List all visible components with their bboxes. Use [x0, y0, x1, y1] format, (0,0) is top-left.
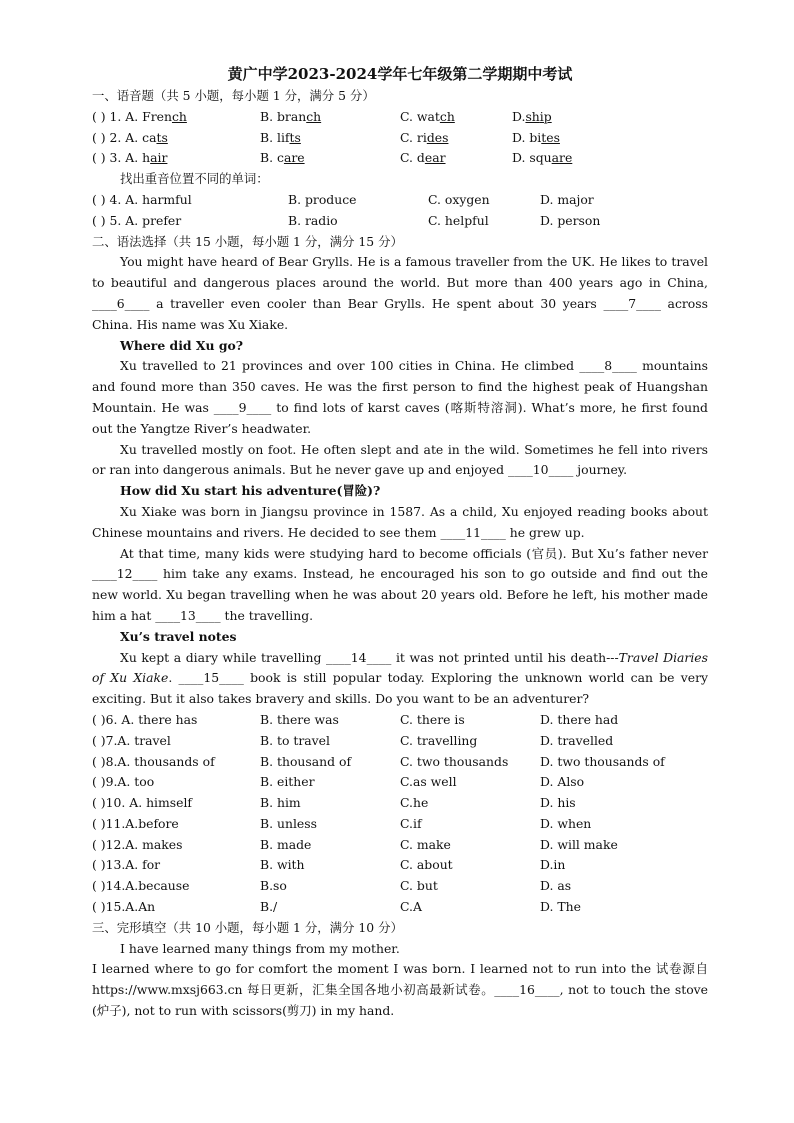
option-row	[92, 897, 708, 918]
question-number: ( )9.A. too	[92, 774, 155, 790]
option-d: D. Also	[540, 774, 585, 790]
passage-subheading: Where did Xu go?	[120, 337, 244, 353]
option-b: B. made	[260, 836, 312, 852]
option-c: C. two thousands	[400, 753, 509, 769]
option-b: B. thousand of	[260, 753, 352, 769]
question-number: ( )14.A.because	[92, 878, 190, 894]
option-d: D. when	[540, 815, 592, 831]
section-heading: 二、语法选择（共 15 小题，每小题 1 分，满分 15 分）	[92, 233, 403, 249]
question-row	[92, 190, 708, 211]
exam-page	[92, 62, 708, 1022]
paragraph-text: Xu kept a diary while travelling ____14____ it was not printed until his death---	[120, 649, 619, 665]
passage-paragraph: Xu travelled mostly on foot. He often slept and ate in the wild. Sometimes he fell into rivers or ran into dangerous animals. But he never gave up and enjoyed ____10____ journey.	[92, 441, 708, 478]
option-b: B. unless	[260, 815, 317, 831]
option-a-underlined: air	[150, 150, 168, 166]
section-phonetics	[92, 86, 708, 232]
option-b-underlined: are	[283, 150, 305, 166]
option-b: B. with	[260, 857, 305, 873]
grammar-options	[92, 710, 708, 918]
option-c: C. but	[400, 878, 438, 894]
passage-subheading: How did Xu start his adventure(冒险)?	[120, 483, 381, 499]
question-number: ( )13.A. for	[92, 857, 161, 873]
section-heading: 一、语音题（共 5 小题，每小题 1 分，满分 5 分）	[92, 88, 375, 103]
option-d: D. person	[540, 212, 601, 228]
option-d: D.in	[540, 857, 566, 873]
option-d: D. as	[540, 878, 572, 894]
stress-heading: 找出重音位置不同的单词：	[120, 171, 269, 187]
question-number: ( ) 2. A. ca	[92, 129, 157, 145]
option-row	[92, 752, 708, 773]
option-b: B. bran	[260, 108, 307, 124]
question-number: ( )10. A. himself	[92, 795, 193, 811]
option-d: D. squ	[512, 150, 552, 166]
option-row	[92, 772, 708, 793]
question-row	[92, 128, 708, 149]
question-number: ( ) 1. A. Fren	[92, 108, 172, 124]
question-number: ( )15.A.An	[92, 899, 156, 915]
option-b: B. him	[260, 795, 301, 811]
option-c: C.as well	[400, 774, 457, 790]
option-b: B. there was	[260, 711, 339, 727]
passage-paragraph: You might have heard of Bear Grylls. He is a famous traveller from the UK. He likes to travel to beautiful and dangerous places around the world. But more than 400 years ago in China, ____6____ a traveller even cooler than Bear Grylls. He spent about 30 years ____7____ across China. His name was Xu Xiake.	[92, 254, 708, 332]
option-d-underlined: tes	[541, 129, 560, 145]
question-row	[92, 211, 708, 232]
option-b: B.so	[260, 878, 287, 894]
passage-subheading: Xu’s travel notes	[120, 628, 237, 644]
section-cloze	[92, 918, 708, 1022]
option-b: B. radio	[288, 212, 338, 228]
option-d: D. will make	[540, 836, 618, 852]
passage-paragraph	[92, 648, 708, 710]
option-d-underlined: sh	[525, 108, 540, 124]
option-d: D. travelled	[540, 732, 614, 748]
option-c: C. travelling	[400, 732, 478, 748]
question-number: ( )12.A. makes	[92, 836, 183, 852]
option-row	[92, 793, 708, 814]
option-c-underlined: des	[426, 129, 449, 145]
passage-paragraph: I learned where to go for comfort the moment I was born. I learned not to run into the 试卷源自 https://www.mxsj663.cn 每日更新，汇集全国各地小初高最新试卷。____16____, not to touch the stove (炉子), not to run with scissors(剪刀) in my hand.	[92, 961, 708, 1019]
question-number: ( ) 3. A. h	[92, 150, 151, 166]
option-c: C. ri	[400, 129, 427, 145]
option-a-underlined: ts	[156, 129, 168, 145]
option-b: B. either	[260, 774, 315, 790]
option-b: B. to travel	[260, 732, 330, 748]
option-c: C. oxygen	[428, 191, 490, 207]
option-d: D. his	[540, 795, 576, 811]
option-c: C.he	[400, 795, 429, 811]
question-row	[92, 148, 708, 169]
question-number: ( ) 5. A. prefer	[92, 212, 182, 228]
question-number: ( ) 4. A. harmful	[92, 191, 192, 207]
option-row	[92, 855, 708, 876]
passage-paragraph: At that time, many kids were studying hard to become officials (官员). But Xu’s father never ____12____ him take any exams. Instead, he encouraged his son to go outside and find out the new world. Xu began travelling when he was about 20 years old. Before he left, his mother made him a hat ____13____ the travelling.	[92, 545, 708, 623]
option-c: C. helpful	[428, 212, 489, 228]
option-row	[92, 814, 708, 835]
option-c: C. about	[400, 857, 453, 873]
option-d-rest: ip	[539, 108, 552, 124]
book-title: Travel Diaries of Xu Xiake	[92, 649, 708, 686]
option-d-underlined: are	[551, 150, 573, 166]
question-number: ( )11.A.before	[92, 815, 179, 831]
option-b-underlined: ch	[306, 108, 322, 124]
option-row	[92, 710, 708, 731]
passage-paragraph: Xu travelled to 21 provinces and over 100 cities in China. He climbed ____8____ mountains and found more than 350 caves. He was the first person to find the highest peak of Huangshan Mountain. He was ____9____ to find lots of karst caves (喀斯特溶洞). What’s more, he first found out the Yangtze River’s headwater.	[92, 358, 708, 436]
section-heading: 三、完形填空（共 10 小题，每小题 1 分，满分 10 分）	[92, 919, 403, 935]
option-c-underlined: ch	[439, 108, 455, 124]
option-b: B./	[260, 899, 278, 915]
option-c-underlined: ear	[424, 150, 446, 166]
option-a-underlined: ch	[171, 108, 187, 124]
question-number: ( )7.A. travel	[92, 732, 171, 748]
option-row	[92, 876, 708, 897]
question-row	[92, 107, 708, 128]
passage-paragraph: I have learned many things from my mother.	[120, 940, 400, 956]
option-d: D. there had	[540, 711, 619, 727]
option-b: B. c	[260, 150, 284, 166]
option-c: C.if	[400, 815, 422, 831]
option-c: C. wat	[400, 108, 440, 124]
question-number: ( )8.A. thousands of	[92, 753, 215, 769]
paragraph-text: . ____15____ book is still popular today. Exploring the unknown world can be very exciting. But it also takes bravery and skills. Do you want to be an adventurer?	[92, 670, 708, 707]
option-row	[92, 835, 708, 856]
option-d: D. The	[540, 899, 581, 915]
option-d: D. two thousands of	[540, 753, 665, 769]
option-row	[92, 731, 708, 752]
option-d: D. bi	[512, 129, 542, 145]
option-d: D. major	[540, 191, 594, 207]
option-c: C. make	[400, 836, 451, 852]
option-c: C.A	[400, 899, 422, 915]
page-title: 黄广中学2023-2024学年七年级第二学期期中考试	[227, 65, 573, 83]
question-number: ( )6. A. there has	[92, 711, 198, 727]
option-b: B. produce	[288, 191, 357, 207]
option-c: C. d	[400, 150, 425, 166]
option-b: B. lif	[260, 129, 290, 145]
passage-paragraph: Xu Xiake was born in Jiangsu province in 1587. As a child, Xu enjoyed reading books about Chinese mountains and rivers. He decided to see them ____11____ he grew up.	[92, 503, 708, 540]
option-b-underlined: ts	[289, 129, 301, 145]
option-d: D.	[512, 108, 526, 124]
option-c: C. there is	[400, 711, 465, 727]
section-grammar	[92, 232, 708, 918]
